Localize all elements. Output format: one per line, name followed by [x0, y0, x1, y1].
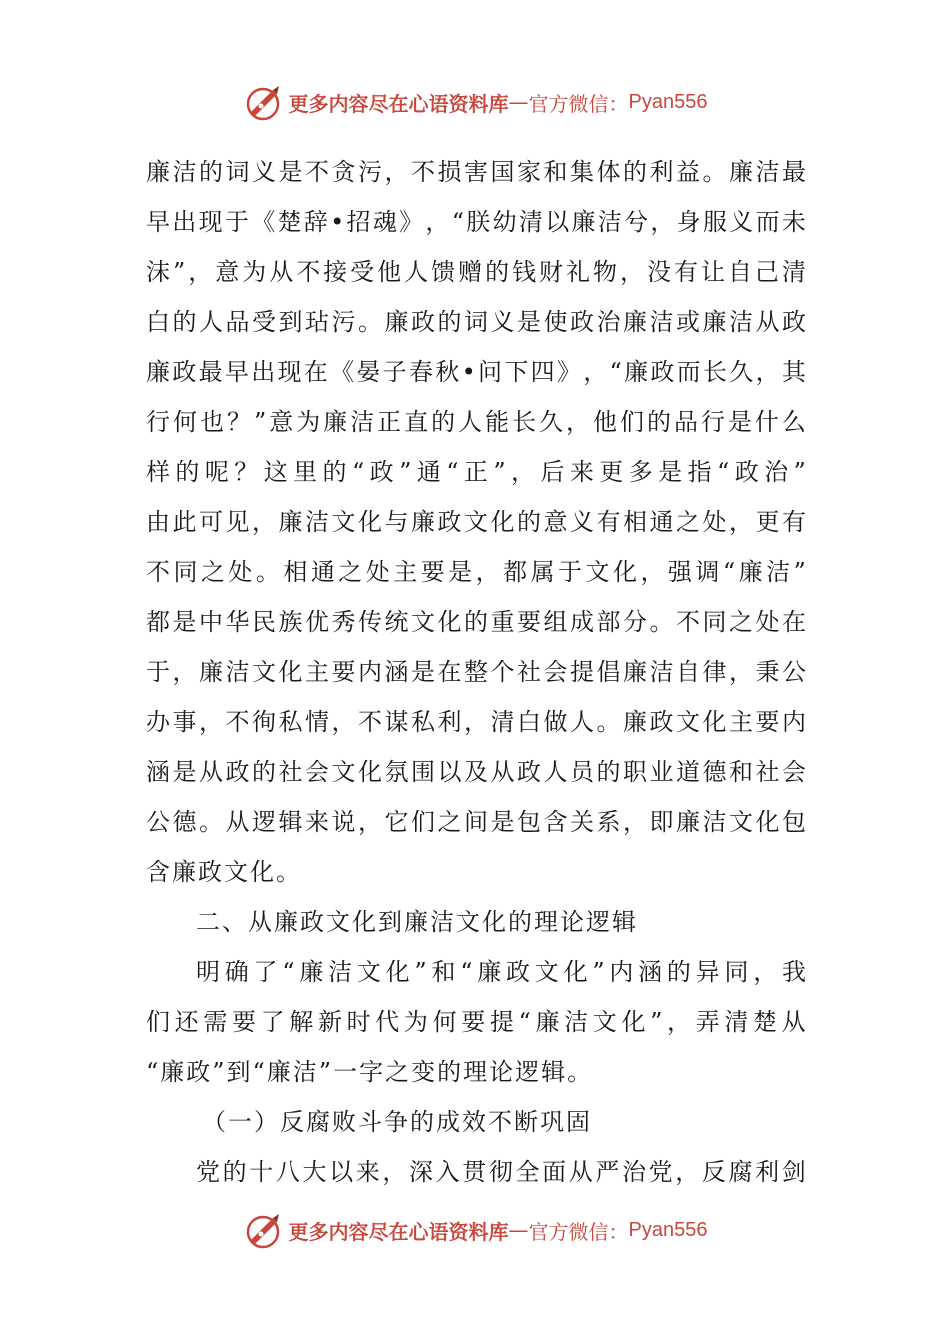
- banner-brand: 更多内容尽在心语资料库: [288, 91, 509, 116]
- text-line: 涵 是 从 政 的 社 会 文 化 氛 围 以 及 从 政 人 员 的 职 业 道 德 和 社 会: [146, 758, 806, 786]
- banner-official-label: 官方微信：: [528, 91, 629, 116]
- text-line: 二、从廉政文化到廉洁文化的理论逻辑: [196, 908, 638, 936]
- banner-brand: 更多内容尽在心语资料库: [288, 1219, 509, 1244]
- document-body: [146, 147, 806, 1197]
- text-line: 含廉政文化。: [146, 858, 302, 886]
- text-line: 明 确 了 “ 廉 洁 文 化 ” 和 “ 廉 政 文 化 ” 内 涵 的 异 同 ， 我: [196, 958, 806, 986]
- text-line: 于 ， 廉 洁 文 化 主 要 内 涵 是 在 整 个 社 会 提 倡 廉 洁 自 律 ， 秉 公: [146, 658, 806, 686]
- banner-wechat-id: Pyan556: [628, 90, 708, 113]
- text-line: 党 的 十 八 大 以 来 ， 深 入 贯 彻 全 面 从 严 治 党 ， 反 腐 利 剑: [196, 1158, 806, 1186]
- text-line: 行 何 也 ？ ” 意 为 廉 洁 正 直 的 人 能 长 久 ， 他 们 的 品 行 是 什 么: [146, 408, 806, 436]
- text-line: “廉政”到“廉洁”一字之变的理论逻辑。: [146, 1058, 594, 1086]
- text-line: 廉 政 最 早 出 现 在 《 晏 子 春 秋 • 问 下 四 》 ， “ 廉 政 而 长 久 ， 其: [146, 358, 806, 386]
- banner-official-label: 官方微信：: [528, 1219, 629, 1244]
- text-line: 都 是 中 华 民 族 优 秀 传 统 文 化 的 重 要 组 成 部 分 。 不 同 之 处 在: [146, 608, 806, 636]
- text-line: 早 出 现 于 《 楚 辞 • 招 魂 》 ， “ 朕 幼 清 以 廉 洁 兮 ， 身 服 义 而 未: [146, 208, 806, 236]
- text-line: 白 的 人 品 受 到 玷 污 。 廉 政 的 词 义 是 使 政 治 廉 洁 或 廉 洁 从 政: [146, 308, 806, 336]
- pen-nib-logo-icon: [243, 82, 283, 122]
- text-line: 廉 洁 的 词 义 是 不 贪 污 ， 不 损 害 国 家 和 集 体 的 利 益 。 廉 洁 最: [146, 158, 806, 186]
- text-line: 不 同 之 处 。 相 通 之 处 主 要 是 ， 都 属 于 文 化 ， 强 调 “ 廉 洁 ”: [146, 558, 806, 586]
- banner-dash: —: [508, 90, 529, 114]
- text-line: 沫 ” ， 意 为 从 不 接 受 他 人 馈 赠 的 钱 财 礼 物 ， 没 有 让 自 己 清: [146, 258, 806, 286]
- banner-wechat-id: Pyan556: [628, 1218, 708, 1241]
- header-banner: [0, 80, 950, 124]
- text-line: 由 此 可 见 ， 廉 洁 文 化 与 廉 政 文 化 的 意 义 有 相 通 之 处 ， 更 有: [146, 508, 806, 536]
- text-line: 们 还 需 要 了 解 新 时 代 为 何 要 提 “ 廉 洁 文 化 ” ， 弄 清 楚 从: [146, 1008, 806, 1036]
- text-line: 公 德 。 从 逻 辑 来 说 ， 它 们 之 间 是 包 含 关 系 ， 即 廉 洁 文 化 包: [146, 808, 806, 836]
- text-line: （一）反腐败斗争的成效不断巩固: [202, 1108, 592, 1136]
- text-line: 办 事 ， 不 徇 私 情 ， 不 谋 私 利 ， 清 白 做 人 。 廉 政 文 化 主 要 内: [146, 708, 806, 736]
- footer-banner: [0, 1208, 950, 1252]
- banner-dash: —: [508, 1218, 529, 1242]
- pen-nib-logo-icon: [243, 1210, 283, 1250]
- text-line: 样 的 呢 ？ 这 里 的 “ 政 ” 通 “ 正 ” ， 后 来 更 多 是 指 “ 政 治 ”: [146, 458, 806, 486]
